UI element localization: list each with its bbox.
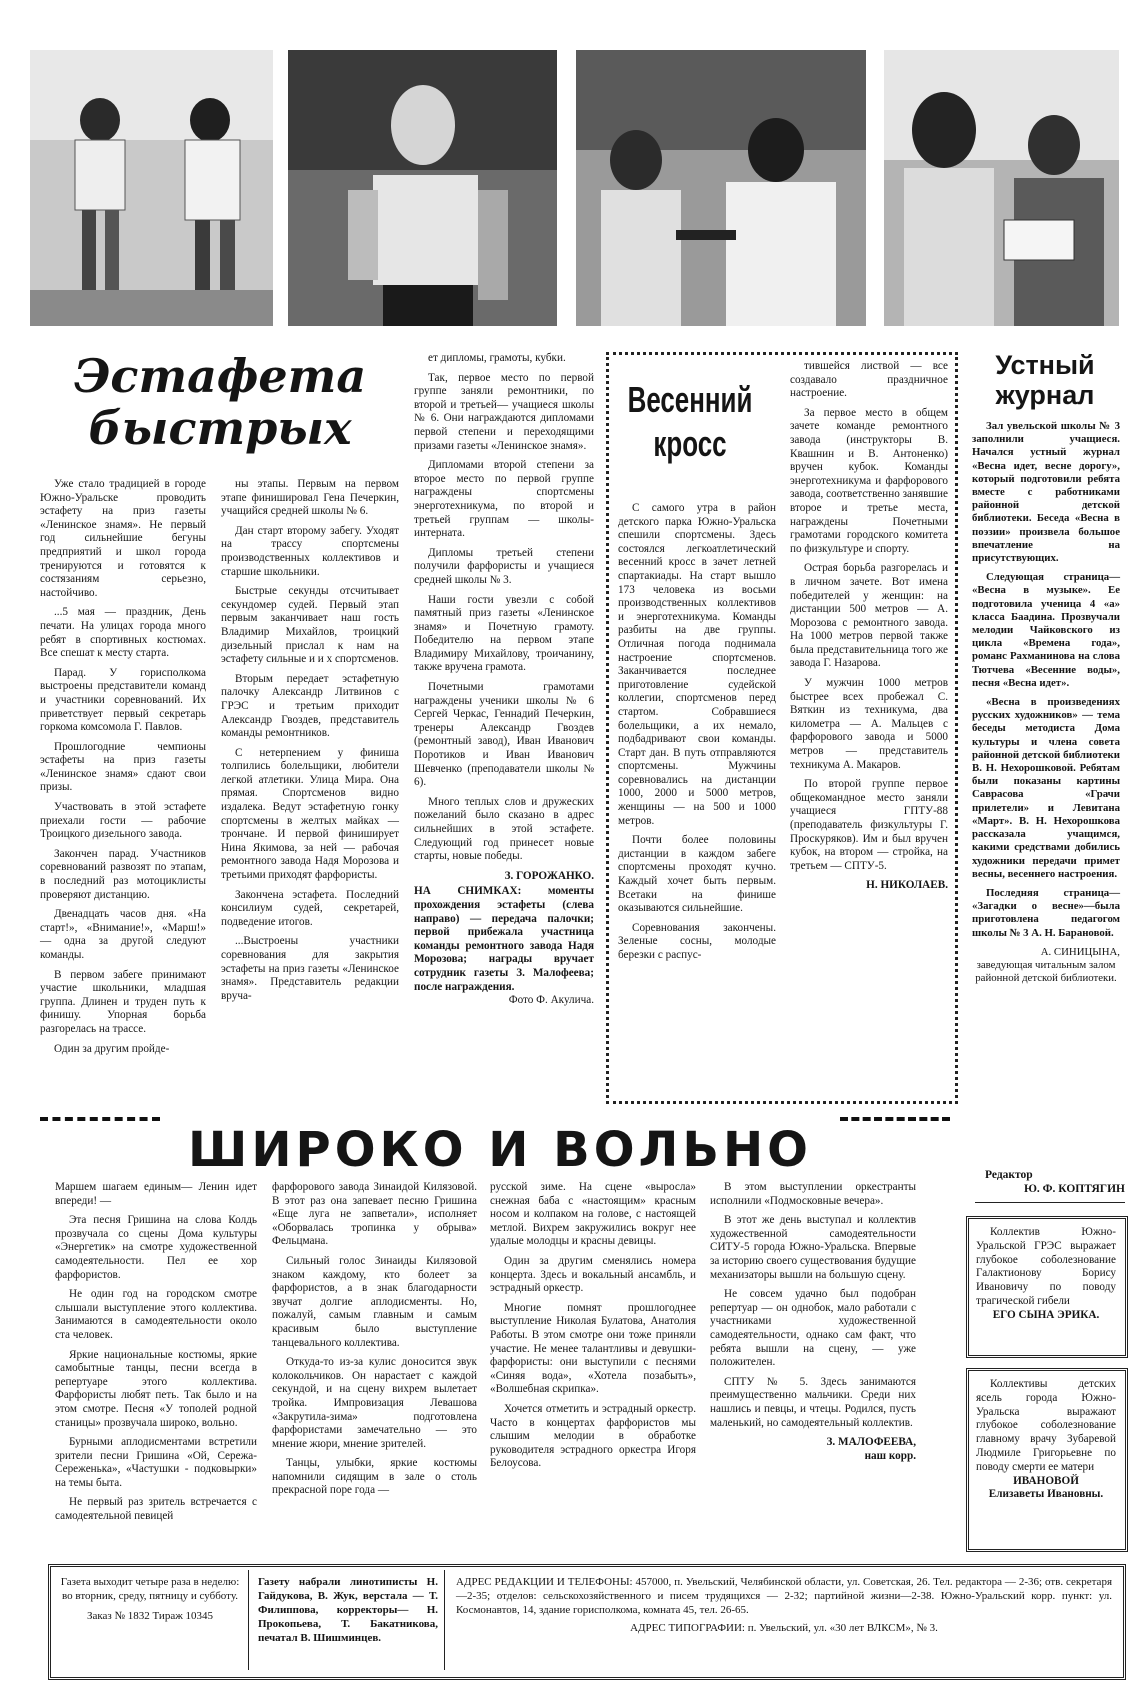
paragraph: С нетерпением у финиша толпились болельщики, любители легкой атлетики. Улица Мира. Она прямая. Спортсменов видно издалека. Ведут эстафетную гонку спортсмены в желтых майках — трончане. И первой финиширует Нина Якимова, за ней — рабочая ремонтного завода Надя Морозова и третьими приходят фарфористы. <box>221 746 399 882</box>
estafeta-photo-credit: Фото Ф. Акулича. <box>508 994 594 1007</box>
paragraph: Парад. У горисполкома выстроены представители команд и участники соревнований. Их приветствует первый секретарь горкома комсомола Г. Павлов. <box>40 666 206 734</box>
paragraph: ...5 мая — праздник, День печати. На улицах города много ребят в спортивных костюмах. Все спешат к месту старта. <box>40 606 206 660</box>
photo-award-ceremony <box>884 50 1119 326</box>
paragraph: У мужчин 1000 метров быстрее всех пробежал С. Вяткин из техникума, два километра — А. Мальцев с фарфорового завода и 5000 метров — представитель техникума А. Макаров. <box>790 677 948 771</box>
paragraph: ет дипломы, грамоты, кубки. <box>428 352 566 364</box>
estafeta-title-line2: быстрых <box>88 401 352 455</box>
photo-runners-1-image <box>30 50 273 326</box>
condolence2-text: Коллективы детских ясель города Южно-Уральска выражают глубокое соболезнование главному врачу Зубаревой Людмиле Григорьевне по поводу смерти ее матери <box>976 1378 1116 1473</box>
footer-address-editorial: АДРЕС РЕДАКЦИИ И ТЕЛЕФОНЫ: 457000, п. Увельский, Челябинской области, ул. Советская, 26. Тел. редактора — 2-36; отв. секретаря—2-35; отделов: сельскохозяйственного и писем трудящихся — 2-32; партийной жизни—2-38. Южно-Уральский корр. пункт: ул. Космонавтов, 14, здание горисполкома, комната 45, тел. 26-65. <box>456 1576 1112 1616</box>
paragraph: В этом выступлении оркестранты исполнили «Подмосковные вечера». <box>710 1181 916 1207</box>
editor-name: Ю. Ф. КОПТЯГИН <box>1023 1183 1125 1195</box>
paragraph: ны этапы. Первым на первом этапе финишировал Гена Печеркин, учащийся средней школы № 6. <box>221 478 399 518</box>
editor-block <box>985 1168 1125 1196</box>
paragraph: Вторым передает эстафетную палочку Александр Литвинов с ГРЭС и третьим приходит Александр Гвоздев, представитель команды ремонтников. <box>221 672 399 740</box>
paragraph: Последняя страница— «Загадки о весне»—была приготовлена педагогом школы № 3 А. Н. Барановой. <box>972 886 1120 939</box>
paragraph: Бурными аплодисментами встретили зрители песни Гришина «Ой, Сережа-Сереженька», «Частушки - подковырки» на темы быта. <box>55 1436 257 1489</box>
estafeta-title <box>40 350 400 454</box>
paragraph: Так, первое место по первой группе заняли ремонтники, по второй и третьей— учащиеся школы № 6. Они награждаются дипломами первой степени и переходящими призами газеты «Ленинское знамя». <box>414 371 594 452</box>
ustny-signature: А. СИНИЦЫНА, <box>1040 945 1120 958</box>
footer-divider-2 <box>444 1570 445 1670</box>
photo-relay-handoff-image <box>576 50 866 326</box>
editor-rule <box>975 1202 1125 1203</box>
paragraph: Многие помнят прошлогоднее выступление Николая Булатова, Анатолия Работы. В этом смотре они тоже приняли участие. Не менее талантливы и девушки-фарфористы: они выступили с песнями «Синяя вода», «Хотела позабыть», «Волшебная скрипка». <box>490 1301 696 1396</box>
shiroko-col3 <box>490 1181 696 1477</box>
shiroko-sig-role: наш корр. <box>864 1449 916 1462</box>
photo-runner-2 <box>288 50 557 326</box>
paragraph: Сильный голос Зинаиды Килязовой знаком каждому, кто болеет за фарфористов, а в знак благодарности звучат долгие аплодисменты. Но, пожалуй, самым главным и самым красивым было выступление танцевального коллектива. <box>272 1254 477 1349</box>
paragraph: Почетными грамотами награждены ученики школы № 6 Сергей Черкас, Геннадий Печеркин, тренеры Александр Гвоздев (ремонтный завод), Иван Иванович Поротиков и Иван Иванович Шевченко (преподаватели школы № 6). <box>414 681 594 789</box>
ustny-title-line1: Устный <box>995 350 1095 380</box>
shiroko-col2 <box>272 1181 477 1504</box>
paragraph: Не первый раз зритель встречается с самодеятельной певицей <box>55 1496 257 1523</box>
paragraph: Закончен парад. Участников соревнований развозят по этапам, в последний раз мотоциклисты проверяют дистанцию. <box>40 847 206 901</box>
paragraph: СПТУ № 5. Здесь занимаются преимущественно мальчики. Среди них нашлись и певцы, и чтецы. Родился, пусть маленький, но самодеятельный коллектив. <box>710 1375 916 1429</box>
paragraph: Двенадцать часов дня. «На старт!», «Внимание!», «Марш!» — одна за другой следуют команды. <box>40 908 206 961</box>
paragraph: Быстрые секунды отсчитывает секундомер судей. Первый этап первым заканчивает наш гость Владимир Михайлов, троицкий дизельный прислал к нам на эстафету сильные и и х спортсменов. <box>221 585 399 666</box>
photo-runners-1 <box>30 50 273 326</box>
kross-title-line1: Весенний <box>627 379 753 420</box>
paragraph: Наши гости увезли с собой памятный приз газеты «Ленинское знамя» и Почетную грамоту. Победителю на первом этапе Владимиру Михайлову, троичанину, также вручена грамота. <box>414 593 594 674</box>
kross-signature: Н. НИКОЛАЕВ. <box>866 879 948 892</box>
section-divider-left <box>40 1117 160 1121</box>
paragraph: Откуда-то из-за кулис доносится звук колокольчиков. Он нарастает с каждой секундой, и на сцену вихрем вылетает тройка. Импровизация Левашова «Закрутила-зима» подготовлена фарфористами замечательно — это мнение жюри, мнение зрителей. <box>272 1356 477 1450</box>
condolence2-name: ИВАНОВОЙ <box>1013 1474 1079 1487</box>
paragraph: Танцы, улыбки, яркие костюмы напомнили сидящим в зале о столь прекрасной поре года — <box>272 1457 477 1497</box>
paragraph: В первом забеге принимают участие школьники, младшая группа. Длинен и труден путь к финишу. Упорная борьба разгорелась на трассе. <box>40 968 206 1035</box>
paragraph: За первое место в общем зачете команде ремонтного завода (инструкторы В. Квашнин и В. Антоненко) вручен кубок. Команды энерготехникума и фарфорового завода, соответственно занявшие второе и третье места, награждены Почетными грамотами городского комитета по физкультуре и спорту. <box>790 406 948 555</box>
paragraph: Один за другим сменялись номера концерта. Здесь и вокальный ансамбль, и эстрадный оркестр. <box>490 1254 696 1295</box>
shiroko-signature: З. МАЛОФЕЕВА, <box>826 1436 916 1449</box>
footer-order: Заказ № 1832 Тираж 10345 <box>86 1610 214 1622</box>
paragraph: тившейся листвой — все создавало праздничное настроение. <box>790 360 948 400</box>
paragraph: Почти более половины дистанции в каждом забеге спортсмены проходят кучно. Каждый хочет быть первым. Всетаки на финише оказываются сильнейшие. <box>618 834 776 915</box>
paragraph: фарфорового завода Зинаидой Килязовой. В этот раз она запевает песню Гришина «Еще луга не запветали», исполняет «Оборвалась тропинка у обрыва» Фельцмана. <box>272 1181 477 1248</box>
photo-relay-handoff <box>576 50 866 326</box>
paragraph: Уже стало традицией в городе Южно-Уральске проводить эстафету на приз газеты «Ленинское знамя». Не первый год сильнейшие бегуны предприятий и школ города тренируются и готовятся к состязаниям серьезно, настойчиво. <box>40 478 206 599</box>
paragraph: «Весна в произведениях русских художников» — тема беседы методиста Дома культуры и члена совета районной детской библиотеки В. Н. Нехорошковой. Ребятам были показаны картины Саврасова «Грачи прилетели» и Левитана «Март». В. Н. Нехорошкова рассказала учащимся, какими средствами добились художники передачи примет весны, весеннего настроения. <box>972 696 1120 880</box>
paragraph: ...Выстроены участники соревнования для закрытия эстафеты на приз газеты «Ленинское знамя». Представитель редакции вруча- <box>221 935 399 1002</box>
paragraph: Зал увельской школы № 3 заполнили учащиеся. Начался устный журнал «Весна идет, весне дорогу», который подготовили ребята вместе с работниками районной детской библиотеки. Беседа «Весна в поэзии» произвела большое впечатление на присутствующих. <box>972 420 1120 565</box>
paragraph: Эта песня Гришина на слова Колдь прозвучала со сцены Дома культуры «Энергетик» на смотре художественной самодеятельности. Пел ее хор фарфористов. <box>55 1214 257 1281</box>
photo-award-ceremony-image <box>884 50 1119 326</box>
estafeta-col2 <box>221 478 399 1009</box>
ustny-body <box>972 420 1120 985</box>
condolence1-text: Коллектив Южно-Уральской ГРЭС выражает глубокое соболезнование Галактионову Борису Ивановичу по поводу трагической гибели <box>976 1226 1116 1307</box>
kross-col2 <box>790 360 948 893</box>
editor-label: Редактор <box>985 1169 1033 1181</box>
section-divider-right <box>840 1117 950 1121</box>
footer-address-block <box>456 1575 1112 1635</box>
paragraph: Не один год на городском смотре слышали выступление этого коллектива. Занимаются в самодеятельности около ста человек. <box>55 1288 257 1341</box>
paragraph: Не совсем удачно был подобран репертуар — он однобок, мало работали с участниками художественной самодеятельности, однако сам факт, что ребята вышли на сцену, — уже положителен. <box>710 1288 916 1369</box>
paragraph: Соревнования закончены. Зеленые сосны, молодые березки с распус- <box>618 921 776 961</box>
paragraph: С самого утра в район детского парка Южно-Уральска спешили спортсмены. Здесь состоялся легкоатлетический весенний кросс в зачет летней спартакиады. На старт вышло 173 человека из восьми производственных коллективов и энерготехникума. Команды разбиты на две группы. Отличная погода поднимала настроение спортсменов. Заканчивается последнее приготовление судейской коллегии, спортсменов перед стартом. Собравшиеся болельщики, а их немало, подбадривают свои команды. Старт дан. В путь отправляются спортсмены. Мужчины соревновались на дистанции 1000, 2000 и 5000 метров, женщины — на 500 и 1000 метров. <box>618 502 776 827</box>
shiroko-banner: ШИРОКО И ВОЛЬНО <box>188 1122 812 1178</box>
shiroko-col1 <box>55 1181 257 1530</box>
paragraph: Следующая страница— «Весна в музыке». Ее подготовила ученица 4 «а» класса Баадина. Прозвучали мелодии Чайковского из цикла «Времена года», романс Рахманинова на слова Тютчева «Весенние воды», песня «Весна идет». <box>972 571 1120 689</box>
ustny-title <box>970 350 1120 410</box>
condolence1 <box>976 1226 1116 1323</box>
estafeta-title-line1: Эстафета <box>73 349 367 403</box>
paragraph: Острая борьба разгорелась и в личном зачете. Вот имена победителей у женщин: на дистанции 500 метров — А. Морозова с ремонтного завода. На 1000 метров первой также была представительница того же завода Г. Назарова. <box>790 562 948 670</box>
paragraph: Много теплых слов и дружеских пожеланий было сказано в адрес сильнейших в этой эстафете. Следующий год принесет новые старты, новые победы. <box>414 795 594 863</box>
footer-schedule-block <box>60 1575 240 1623</box>
paragraph: Прошлогодние чемпионы эстафеты на приз газеты «Ленинское знамя» сдают свои призы. <box>40 740 206 794</box>
estafeta-signature: З. ГОРОЖАНКО. <box>504 869 594 882</box>
estafeta-col3 <box>414 352 594 1008</box>
paragraph: Один за другим пройде- <box>54 1042 170 1055</box>
kross-title-line2: кросс <box>653 423 727 464</box>
paragraph: Дипломами второй степени за второе место по первой группе награждены спортсмены энерготехникума, по второй и третьей группам — школы-интерната. <box>414 459 594 540</box>
paragraph: русской зиме. На сцене «выросла» снежная баба с «настоящим» красным носом и колпаком на голове, с настоящей метлой. Вихрем закружились вокруг нее удалые молодцы и красны девицы. <box>490 1181 696 1248</box>
condolence1-name: ЕГО СЫНА ЭРИКА. <box>992 1308 1100 1321</box>
estafeta-caption: НА СНИМКАХ: моменты прохождения эстафеты (слева направо) — передача палочки; первой прибежала участница команды ремонтного завода Надя Морозова; награды вручает сотрудник газеты З. Малофеева; после награждения. <box>414 885 594 993</box>
paragraph: Яркие национальные костюмы, яркие самобытные танцы, песни всегда в репертуаре этого коллектива. Фарфористы любят петь. Так было и на этом смотре. Песня «У тополей родной станицы» прозвучала широко, вольно. <box>55 1348 257 1429</box>
condolence2 <box>976 1378 1116 1502</box>
photo-runner-2-image <box>288 50 557 326</box>
paragraph: Дан старт второму забегу. Уходят на трассу спортсмены производственных коллективов и старшие школьники. <box>221 524 399 578</box>
paragraph: По второй группе первое общекомандное место заняли учащиеся ГПТУ-88 (преподаватель физкультуры Г. Проскуряков). Им и был вручен кубок, на втором — стройка, на третьем — СПТУ-5. <box>790 778 948 872</box>
paragraph: Закончена эстафета. Последний консилиум судей, секретарей, подведение итогов. <box>221 888 399 928</box>
paragraph: В этот же день выступал и коллектив художественной самодеятельности СИТУ-5 города Южно-Уральска. Впервые за историю своего существования будущие механизаторы вышли на большую сцену. <box>710 1214 916 1281</box>
kross-frame-bottom <box>606 1101 958 1104</box>
condolence2-name2: Елизаветы Ивановны. <box>988 1488 1104 1501</box>
kross-frame-right <box>955 352 958 1104</box>
kross-frame-top <box>606 352 958 355</box>
paragraph: Хочется отметить и эстрадный оркестр. Часто в концертах фарфористов мы слышим мелодии в обработке руководителя эстрадного оркестра Игоря Белоусова. <box>490 1402 696 1470</box>
estafeta-col1 <box>40 478 206 1062</box>
ustny-title-line2: журнал <box>995 380 1095 410</box>
footer-schedule: Газета выходит четыре раза в неделю: во вторник, среду, пятницу и субботу. <box>60 1576 240 1602</box>
shiroko-col4 <box>710 1181 916 1463</box>
kross-col1 <box>618 502 776 969</box>
ustny-sig-role: заведующая читальным залом районной детской библиотеки. <box>975 958 1117 985</box>
paragraph: Участвовать в этой эстафете приехали гости — рабочие Троицкого дизельного завода. <box>40 801 206 841</box>
kross-title <box>600 378 780 466</box>
footer-staff: Газету набрали линотиписты Н. Гайдукова, В. Жук, верстала — Т. Филиппова, корректоры— Н. Прокопьева, Т. Бакатникова, печатал В. Шишминцев. <box>258 1576 438 1644</box>
paragraph: Дипломы третьей степени получили фарфористы и учащиеся средней школы № 3. <box>414 546 594 586</box>
footer-divider-1 <box>248 1570 249 1670</box>
footer-address-print: АДРЕС ТИПОГРАФИИ: п. Увельский, ул. «30 лет ВЛКСМ», № 3. <box>630 1622 938 1634</box>
paragraph: Маршем шагаем единым— Ленин идет впереди! — <box>55 1181 257 1207</box>
